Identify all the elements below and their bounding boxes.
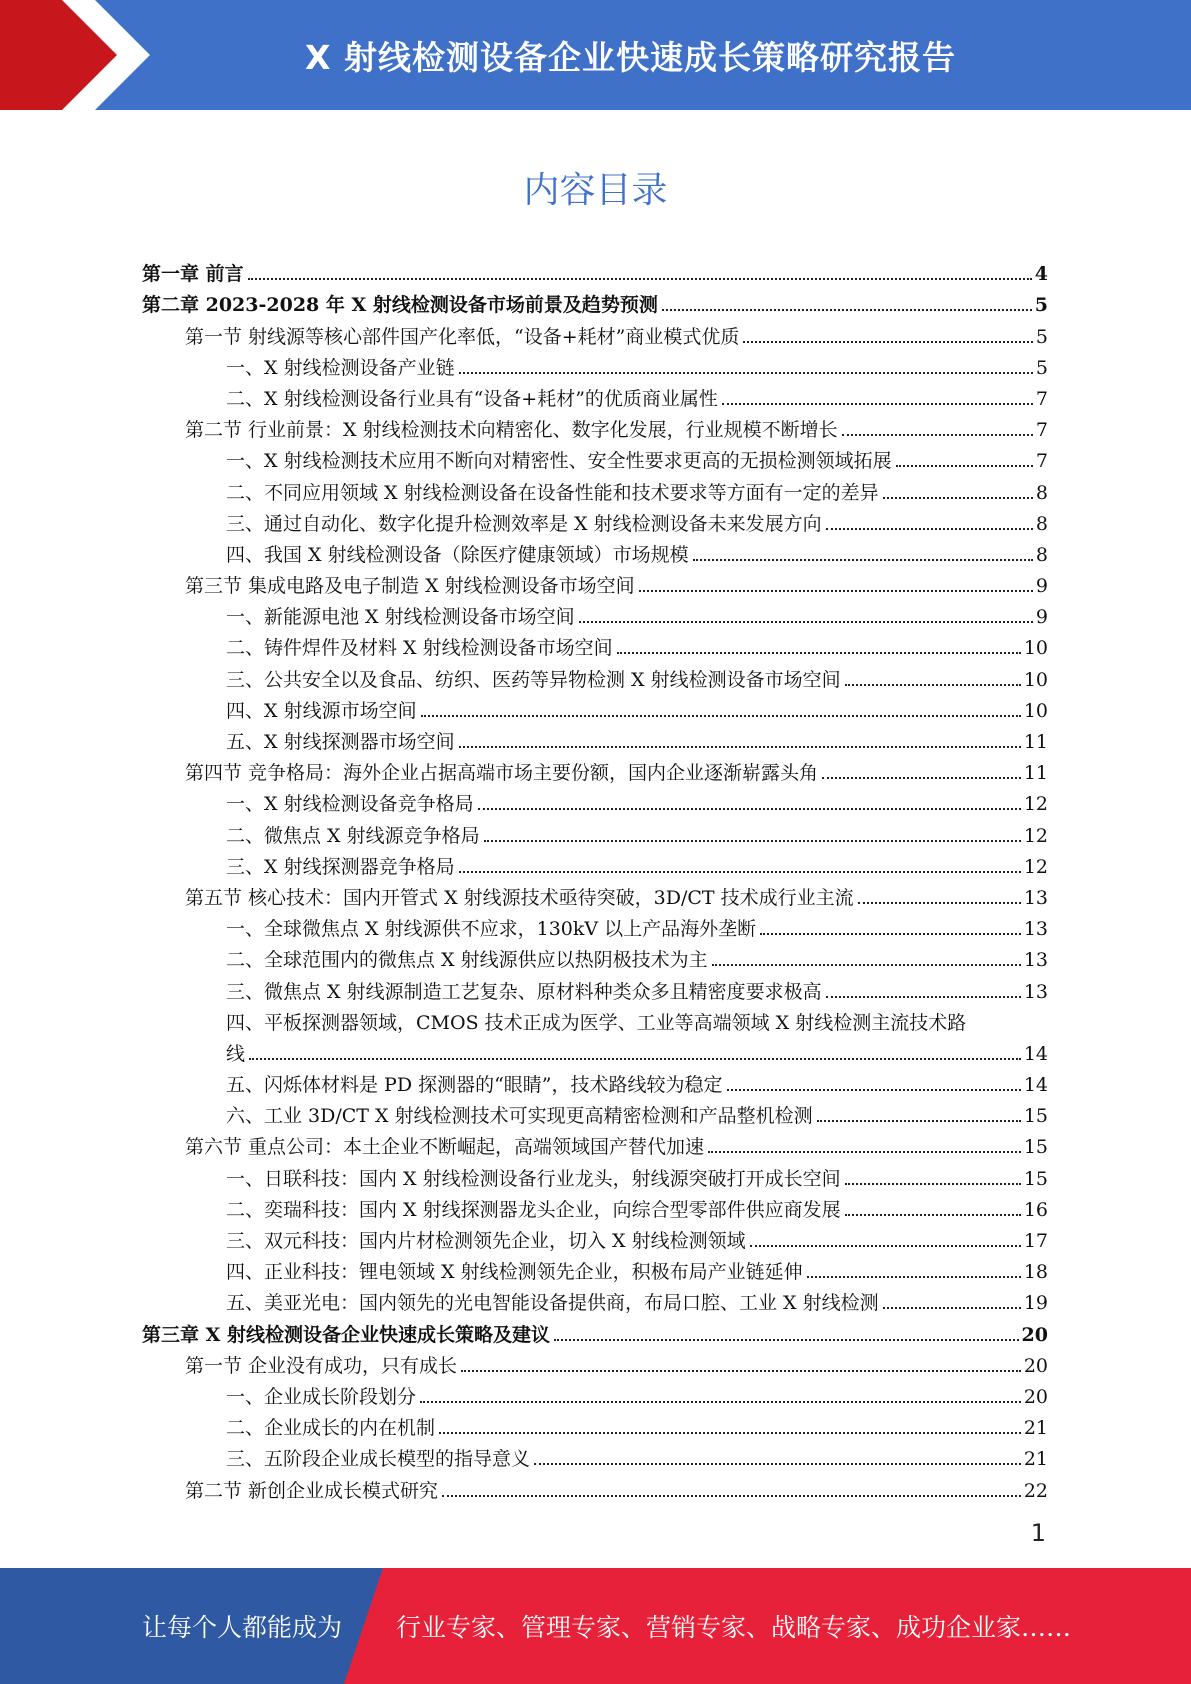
toc-subsection-entry[interactable] — [142, 504, 1048, 535]
toc-subsection-entry[interactable] — [142, 940, 1048, 971]
toc-section-entry[interactable] — [142, 878, 1048, 909]
toc-subsection-entry[interactable] — [142, 1190, 1048, 1221]
toc-subsection-entry[interactable] — [142, 1439, 1048, 1470]
toc-entry-title: 三、公共安全以及食品、纺织、医药等异物检测 X 射线检测设备市场空间 — [226, 668, 841, 691]
toc-entry-page: 21 — [1023, 1448, 1048, 1471]
footer-slogan-right: 行业专家、管理专家、营销专家、战略专家、成功企业家…… — [396, 1613, 1072, 1642]
toc-entry-page: 5 — [1035, 325, 1048, 348]
toc-dot-leader — [858, 902, 1021, 904]
toc-subsection-entry[interactable] — [142, 722, 1048, 753]
toc-entry-page: 17 — [1023, 1230, 1048, 1252]
toc-entry-title: 三、微焦点 X 射线源制造工艺复杂、原材料种类众多且精密度要求极高 — [226, 980, 822, 1003]
toc-dot-leader — [421, 715, 1021, 717]
toc-subsection-entry[interactable] — [142, 379, 1048, 410]
toc-dot-leader — [708, 1151, 1021, 1153]
toc-entry-title: 二、铸件焊件及材料 X 射线检测设备市场空间 — [226, 637, 613, 660]
toc-entry-title: 二、企业成长的内在机制 — [226, 1417, 436, 1440]
toc-entry-title: 六、工业 3D/CT X 射线检测技术可实现更高精密检测和产品整机检测 — [226, 1105, 813, 1128]
toc-entry-page: 20 — [1023, 1385, 1048, 1408]
toc-subsection-entry[interactable] — [142, 1252, 1048, 1283]
toc-subsection-entry[interactable] — [142, 1065, 1048, 1096]
toc-dot-leader — [579, 621, 1033, 623]
toc-dot-leader — [845, 684, 1021, 686]
toc-entry-title: 二、X 射线检测设备行业具有“设备+耗材”的优质商业属性 — [226, 387, 718, 410]
toc-dot-leader — [743, 341, 1033, 343]
toc-entry-title: 一、X 射线检测设备竞争格局 — [226, 793, 474, 816]
toc-entry-page: 7 — [1035, 450, 1048, 473]
toc-subsection-entry[interactable] — [142, 1096, 1048, 1127]
toc-entry-page: 18 — [1023, 1261, 1048, 1284]
toc-subsection-entry[interactable] — [142, 659, 1048, 690]
toc-entry-page: 12 — [1023, 824, 1048, 847]
toc-entry-page: 7 — [1035, 419, 1048, 442]
toc-dot-leader — [826, 528, 1033, 530]
toc-subsection-entry[interactable] — [142, 1408, 1048, 1439]
toc-subsection-entry[interactable] — [142, 348, 1048, 379]
toc-entry-title: 第二节 新创企业成长模式研究 — [185, 1479, 439, 1502]
toc-subsection-entry[interactable] — [142, 472, 1048, 503]
toc-entry-page: 5 — [1035, 356, 1048, 379]
toc-entry-page: 10 — [1023, 637, 1048, 660]
toc-subsection-entry[interactable] — [142, 784, 1048, 815]
toc-entry-title: 第一章 前言 — [142, 263, 244, 286]
toc-subsection-entry[interactable] — [142, 909, 1048, 940]
toc-entry-title: 四、正业科技：锂电领域 X 射线检测领先企业，积极布局产业链延伸 — [226, 1261, 803, 1284]
toc-entry-title: 第二节 行业前景：X 射线检测技术向精密化、数字化发展，行业规模不断增长 — [185, 419, 838, 442]
toc-entry-title: 一、X 射线检测技术应用不断向对精密性、安全性要求更高的无损检测领域拓展 — [226, 450, 892, 473]
toc-entry-title: 一、企业成长阶段划分 — [226, 1385, 417, 1408]
toc-entry-title: 四、X 射线源市场空间 — [226, 699, 417, 722]
toc-entry-title: 四、我国 X 射线检测设备（除医疗健康领域）市场规模 — [226, 543, 689, 566]
toc-entry-page: 13 — [1023, 918, 1048, 941]
toc-entry-title: 三、X 射线探测器竞争格局 — [226, 855, 455, 878]
toc-entry-page: 13 — [1023, 949, 1048, 972]
toc-entry-title: 一、日联科技：国内 X 射线检测设备行业龙头，射线源突破打开成长空间 — [226, 1167, 841, 1190]
toc-entry-title: 三、通过自动化、数字化提升检测效率是 X 射线检测设备未来发展方向 — [226, 512, 822, 535]
toc-dot-leader — [478, 808, 1021, 810]
toc-section-entry[interactable] — [142, 1127, 1048, 1158]
toc-subsection-entry[interactable] — [142, 691, 1048, 722]
toc-dot-leader — [554, 1339, 1019, 1341]
toc-dot-leader — [459, 372, 1033, 374]
toc-entry-title: 五、闪烁体材料是 PD 探测器的“眼睛”，技术路线较为稳定 — [226, 1074, 723, 1097]
toc-entry-title: 一、新能源电池 X 射线检测设备市场空间 — [226, 606, 575, 629]
toc-entry-title: 五、美亚光电：国内领先的光电智能设备提供商，布局口腔、工业 X 射线检测 — [226, 1292, 879, 1315]
toc-entry-page: 16 — [1023, 1198, 1048, 1221]
toc-dot-leader — [249, 1058, 1021, 1060]
toc-entry-page: 9 — [1035, 575, 1048, 598]
toc-entry-page: 19 — [1023, 1292, 1048, 1315]
toc-dot-leader — [439, 1432, 1021, 1434]
toc-dot-leader — [639, 590, 1033, 592]
toc-section-entry[interactable] — [142, 1346, 1048, 1377]
toc-chapter-entry[interactable] — [142, 254, 1048, 285]
toc-dot-leader — [459, 871, 1021, 873]
toc-entry-page: 10 — [1023, 699, 1048, 722]
toc-entry-title: 二、微焦点 X 射线源竞争格局 — [226, 824, 480, 847]
toc-subsection-entry[interactable] — [142, 815, 1048, 846]
toc-entry-page: 10 — [1023, 668, 1048, 691]
toc-entry-title: 第三章 X 射线检测设备企业快速成长策略及建议 — [142, 1323, 550, 1346]
toc-entry-title: 第一节 射线源等核心部件国产化率低，“设备+耗材”商业模式优质 — [185, 325, 740, 348]
toc-dot-leader — [807, 1276, 1021, 1278]
toc-dot-leader — [484, 840, 1021, 842]
toc-dot-leader — [442, 1495, 1021, 1497]
toc-entry-page: 22 — [1023, 1479, 1048, 1502]
toc-entry-title: 第六节 重点公司：本土企业不断崛起，高端领域国产替代加速 — [185, 1136, 705, 1159]
toc-entry-page: 12 — [1023, 855, 1048, 878]
toc-dot-leader — [712, 964, 1021, 966]
table-of-contents — [142, 254, 1048, 1502]
toc-entry-title: 二、奕瑞科技：国内 X 射线探测器龙头企业，向综合型零部件供应商发展 — [226, 1198, 841, 1221]
toc-dot-leader — [845, 1214, 1021, 1216]
toc-entry-title: 四、平板探测器领域，CMOS 技术正成为医学、工业等高端领域 X 射线检测主流技术路 — [226, 1011, 967, 1034]
footer-banner — [0, 1568, 1191, 1684]
toc-entry-page: 11 — [1023, 731, 1048, 753]
toc-dot-leader — [826, 996, 1021, 998]
toc-section-entry[interactable] — [142, 316, 1048, 347]
toc-entry-page: 20 — [1023, 1354, 1048, 1377]
toc-entry-title: 一、全球微焦点 X 射线源供不应求，130kV 以上产品海外垄断 — [226, 918, 757, 941]
toc-dot-leader — [845, 1183, 1021, 1185]
toc-dot-leader — [420, 1401, 1021, 1403]
toc-dot-leader — [883, 497, 1033, 499]
toc-section-entry[interactable] — [142, 566, 1048, 597]
toc-dot-leader — [534, 1463, 1021, 1465]
toc-heading: 内容目录 — [523, 170, 668, 211]
toc-entry-title: 第二章 2023-2028 年 X 射线检测设备市场前景及趋势预测 — [142, 294, 658, 317]
toc-section-entry[interactable] — [142, 410, 1048, 441]
toc-dot-leader — [459, 746, 1021, 748]
toc-entry-title: 第三节 集成电路及电子制造 X 射线检测设备市场空间 — [185, 575, 635, 598]
toc-chapter-entry[interactable] — [142, 285, 1048, 316]
toc-entry-page: 13 — [1023, 886, 1048, 909]
toc-entry-page: 11 — [1023, 762, 1048, 785]
toc-entry-page: 8 — [1035, 481, 1048, 504]
toc-dot-leader — [727, 1089, 1021, 1091]
toc-entry-page: 8 — [1035, 512, 1048, 535]
toc-dot-leader — [750, 1245, 1021, 1247]
page-number: 1 — [1030, 1519, 1046, 1547]
toc-entry-title: 二、不同应用领域 X 射线检测设备在设备性能和技术要求等方面有一定的差异 — [226, 481, 879, 504]
toc-section-entry[interactable] — [142, 1470, 1048, 1501]
toc-subsection-entry[interactable] — [142, 628, 1048, 659]
toc-subsection-entry[interactable] — [142, 971, 1048, 1002]
toc-entry-title: 三、双元科技：国内片材检测领先企业，切入 X 射线检测领域 — [226, 1230, 746, 1252]
toc-entry-title: 第四节 竞争格局：海外企业占据高端市场主要份额，国内企业逐渐崭露头角 — [185, 762, 819, 785]
toc-entry-page: 5 — [1034, 294, 1048, 317]
toc-dot-leader — [722, 403, 1033, 405]
toc-entry-page: 15 — [1023, 1167, 1048, 1190]
toc-entry-title: 线 — [226, 1042, 246, 1065]
header-banner — [0, 0, 1191, 110]
toc-subsection-entry[interactable] — [142, 1221, 1048, 1252]
toc-entry-title: 五、X 射线探测器市场空间 — [226, 731, 455, 753]
toc-dot-leader — [896, 465, 1033, 467]
toc-dot-leader — [617, 652, 1021, 654]
toc-dot-leader — [883, 1307, 1021, 1309]
toc-entry-page: 20 — [1021, 1323, 1048, 1346]
toc-entry-title: 三、五阶段企业成长模型的指导意义 — [226, 1448, 531, 1471]
toc-entry-page: 14 — [1023, 1042, 1048, 1065]
toc-entry-title: 二、全球范围内的微焦点 X 射线源供应以热阴极技术为主 — [226, 949, 708, 972]
toc-section-entry[interactable] — [142, 753, 1048, 784]
footer-slogan-left: 让每个人都能成为 — [142, 1613, 343, 1642]
toc-dot-leader — [693, 559, 1033, 561]
toc-subsection-entry[interactable] — [142, 441, 1048, 472]
toc-subsection-entry[interactable] — [142, 535, 1048, 566]
toc-dot-leader — [817, 1120, 1021, 1122]
toc-entry-title: 第五节 核心技术：国内开管式 X 射线源技术亟待突破，3D/CT 技术成行业主流 — [185, 886, 854, 909]
report-title: X 射线检测设备企业快速成长策略研究报告 — [305, 37, 956, 77]
toc-subsection-entry[interactable] — [142, 847, 1048, 878]
toc-entry-title: 一、X 射线检测设备产业链 — [226, 356, 455, 379]
toc-entry-page: 7 — [1035, 387, 1048, 410]
toc-dot-leader — [662, 309, 1032, 311]
toc-dot-leader — [248, 278, 1032, 280]
toc-dot-leader — [760, 933, 1021, 935]
toc-entry-page: 21 — [1023, 1417, 1048, 1440]
toc-chapter-entry[interactable] — [142, 1314, 1048, 1345]
toc-dot-leader — [842, 434, 1033, 436]
toc-subsection-entry[interactable] — [142, 597, 1048, 628]
toc-entry-page: 4 — [1034, 263, 1048, 286]
toc-entry-page: 14 — [1023, 1074, 1048, 1097]
toc-entry-page: 13 — [1023, 980, 1048, 1003]
toc-dot-leader — [461, 1370, 1021, 1372]
toc-dot-leader — [822, 777, 1021, 779]
toc-entry-page: 12 — [1023, 793, 1048, 816]
toc-entry-page: 8 — [1035, 543, 1048, 566]
toc-subsection-entry[interactable] — [142, 1158, 1048, 1189]
toc-subsection-entry[interactable] — [142, 1034, 1048, 1065]
toc-subsection-entry[interactable] — [142, 1283, 1048, 1314]
toc-entry-page: 9 — [1035, 606, 1048, 629]
toc-entry-page: 15 — [1023, 1105, 1048, 1128]
toc-entry-page: 15 — [1023, 1136, 1048, 1159]
toc-subsection-entry[interactable] — [142, 1003, 1048, 1034]
toc-entry-title: 第一节 企业没有成功，只有成长 — [185, 1354, 458, 1377]
header-arrow-decoration — [0, 0, 160, 110]
toc-subsection-entry[interactable] — [142, 1377, 1048, 1408]
